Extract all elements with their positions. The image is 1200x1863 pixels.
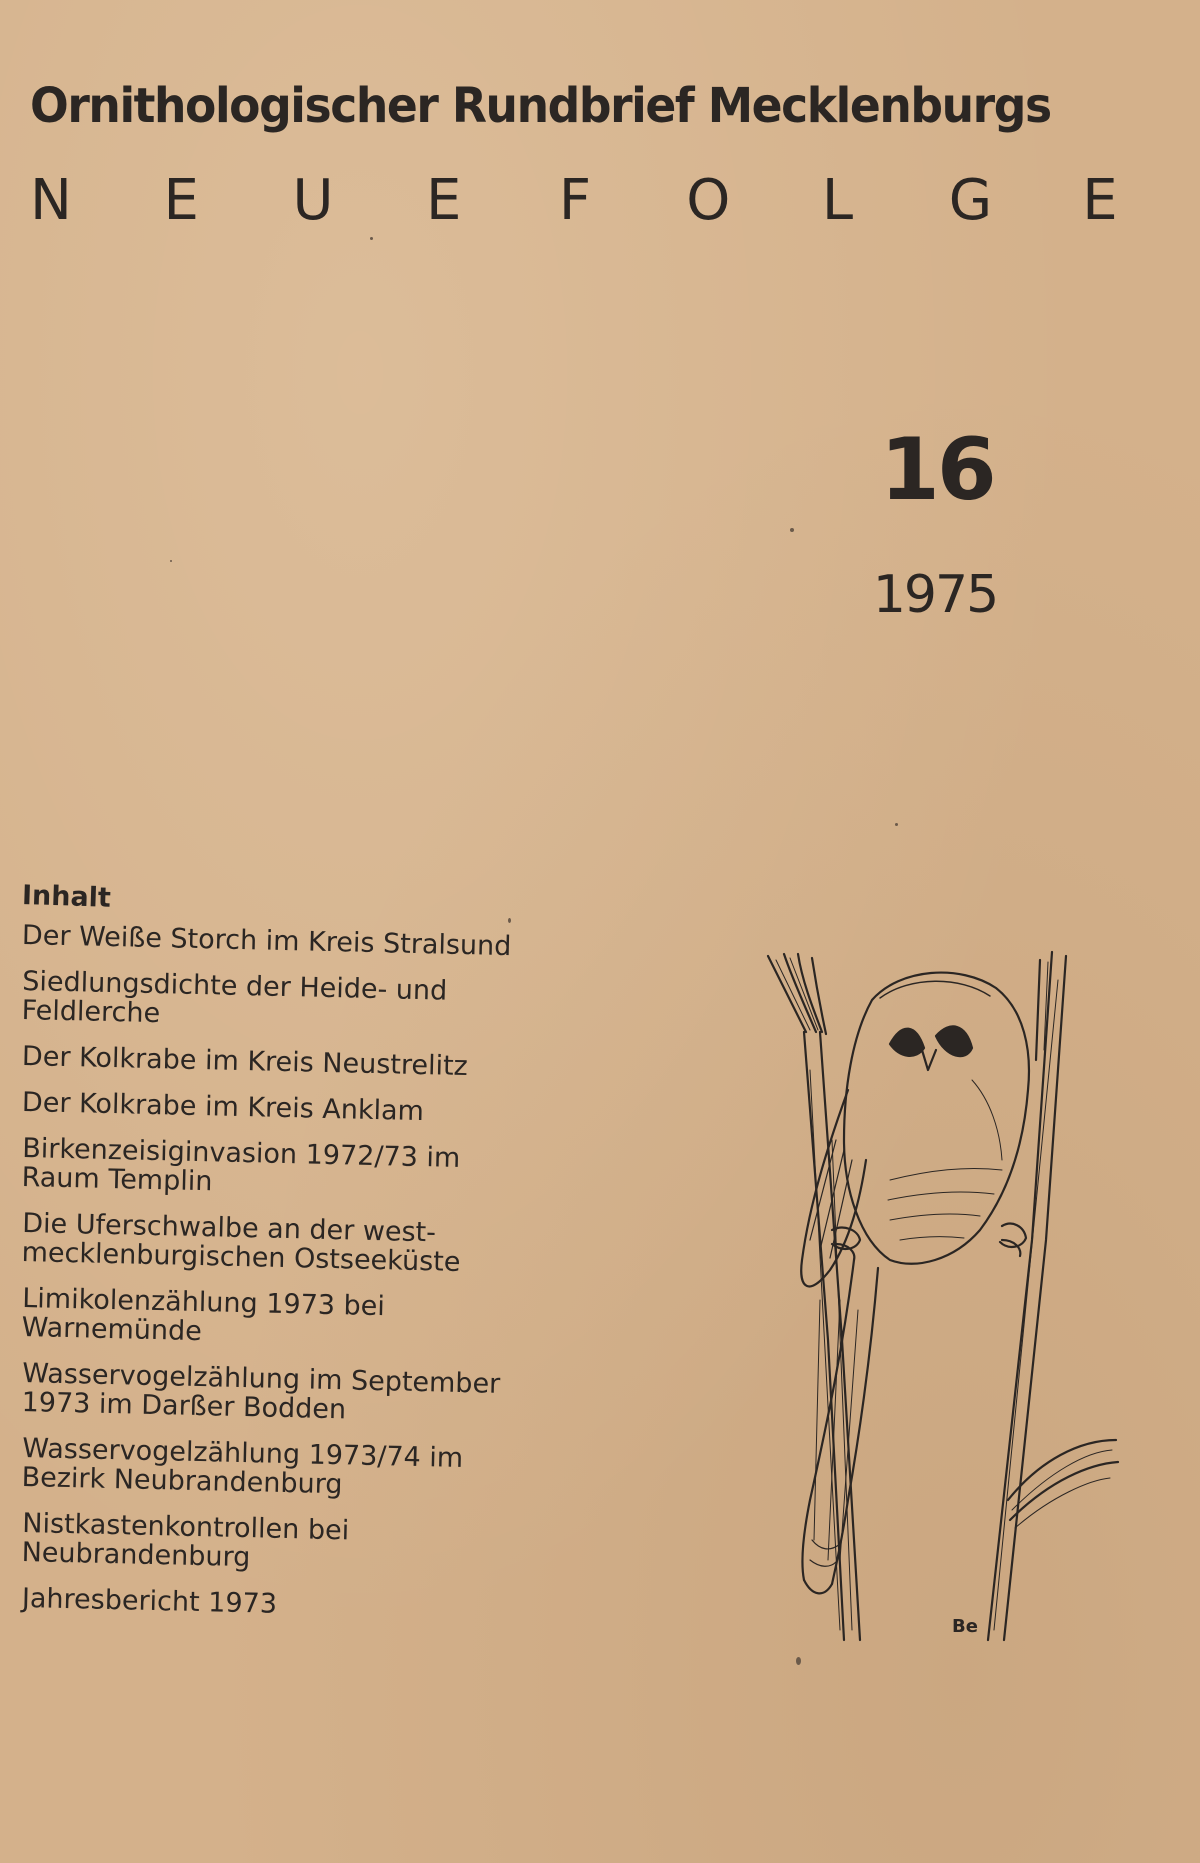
contents-item: Wasservogelzählung im September 1973 im Darßer Bodden [21,1358,501,1426]
issue-number: 16 [880,420,994,520]
paper-speck [170,560,172,562]
contents-item: Die Uferschwalbe an der west-mecklenburgischen Ostseeküste [21,1208,461,1278]
subtitle-letter: G [948,168,993,233]
contents-item: Limikolenzählung 1973 bei Warnemünde [21,1283,386,1348]
subtitle-letter: L [821,168,854,233]
contents-item: Nistkastenkontrollen bei Neubrandenburg [21,1508,350,1574]
paper-speck [796,1657,801,1665]
contents-item: Jahresbericht 1973 [21,1583,278,1620]
contents-item: Siedlungsdichte der Heide- und Feldlerche [21,966,448,1030]
contents-item: Birkenzeisiginvasion 1972/73 im Raum Templin [21,1133,461,1198]
contents-heading: Inhalt [21,880,112,914]
artist-signature: Be [952,1616,978,1637]
contents-item: Wasservogelzählung 1973/74 im Bezirk Neubrandenburg [21,1433,464,1501]
subtitle-letter: E [426,168,462,233]
subtitle-letter: U [292,168,334,233]
contents-item: Der Weiße Storch im Kreis Stralsund [21,920,512,963]
paper-speck [895,823,898,826]
table-of-contents [22,880,542,1630]
paper-speck [790,528,794,532]
contents-item: Der Kolkrabe im Kreis Anklam [21,1087,425,1128]
contents-item: Der Kolkrabe im Kreis Neustrelitz [21,1041,469,1083]
paper-speck [370,237,373,240]
subtitle-letter: N [30,168,72,233]
publication-year: 1975 [872,565,998,625]
subtitle-letter: O [686,168,731,233]
contents-list [21,920,542,1620]
journal-title: Ornithologischer Rundbrief Mecklenburgs [30,78,1051,134]
series-subtitle [30,168,1120,233]
subtitle-letter: E [163,168,199,233]
subtitle-letter: F [558,168,592,233]
bearded-tit-woodcut-illustration [740,940,1120,1650]
subtitle-letter: E [1082,168,1118,233]
